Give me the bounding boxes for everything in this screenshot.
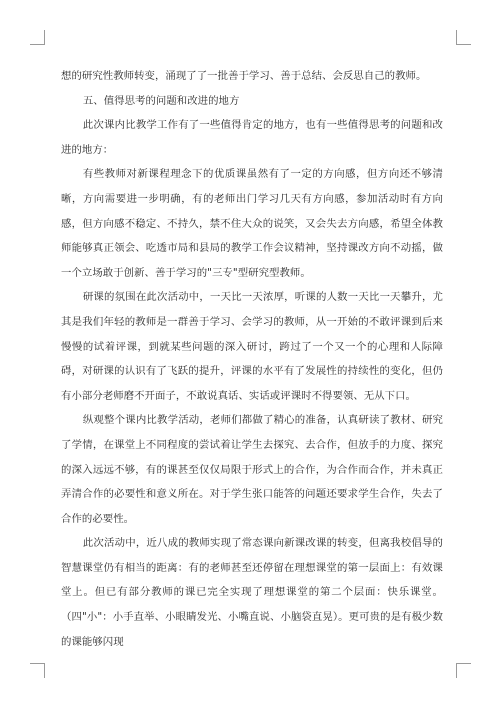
paragraph: 研课的氛围在此次活动中，一天比一天浓厚，听课的人数一天比一天攀升，尤其是我们年轻的教师是一群善于学习、会学习的教师，从一开始的不敢评课到后来慢慢的试着评课，到就某些问题的深入研讨，跨过了一个又一个的心理和人际障碍，对研课的认识有了飞跃的提升，评课的水平有了发展性的持续性的变化，但仍有小部分老师磨不开面子，不敢说真话、实话或评课时不得要领、无从下口。 — [61, 291, 443, 402]
crop-mark-top-right — [456, 30, 471, 45]
crop-mark-top-left — [30, 30, 45, 45]
paragraph: 此次活动中，近八成的教师实现了常态课向新课改课的转变，但离我校倡导的智慧课堂仍有相当的距离：有的老师甚至还停留在理想课堂的第一层面上：有效课堂上。但已有部分教师的课已完全实现了理想课堂的第二个层面：快乐课堂。（四"小"：小手直举、小眼睛发光、小嘴直说、小脑袋直晃）。更可贵的是有极少数的课能够闪现 — [61, 537, 443, 648]
document-body — [61, 64, 443, 654]
section-heading: 五、值得思考的问题和改进的地方 — [82, 94, 240, 107]
paragraph: 有些教师对新课程理念下的优质课虽然有了一定的方向感，但方向还不够清晰，方向需要进一步明确，有的老师出门学习几天有方向感，参加活动时有方向感，但方向感不稳定、不持久，禁不住大众的说笑，又会失去方向感，希望全体教师能够真正领会、吃透市局和县局的教学工作会议精神，坚持课改方向不动摇，做一个立场敢于创新、善于学习的"三专"型研究型教师。 — [61, 168, 443, 279]
paragraph: 想的研究性教师转变，涌现了了一批善于学习、善于总结、会反思自己的教师。 — [61, 70, 427, 82]
paragraph: 此次课内比教学工作有了一些值得肯定的地方，也有一些值得思考的问题和改进的地方： — [61, 119, 443, 156]
paragraph: 纵观整个课内比教学活动，老师们都做了精心的准备，认真研读了教材、研究了学情，在课堂上不同程度的尝试着让学生去探究、去合作，但放手的力度、探究的深入远远不够，有的课甚至仅仅局限于形式上的合作，为合作而合作，并未真正弄清合作的必要性和意义所在。对于学生张口能答的问题还要求学生合作，失去了合作的必要性。 — [61, 414, 443, 525]
crop-mark-bottom-right — [456, 663, 471, 678]
crop-mark-bottom-left — [30, 663, 45, 678]
